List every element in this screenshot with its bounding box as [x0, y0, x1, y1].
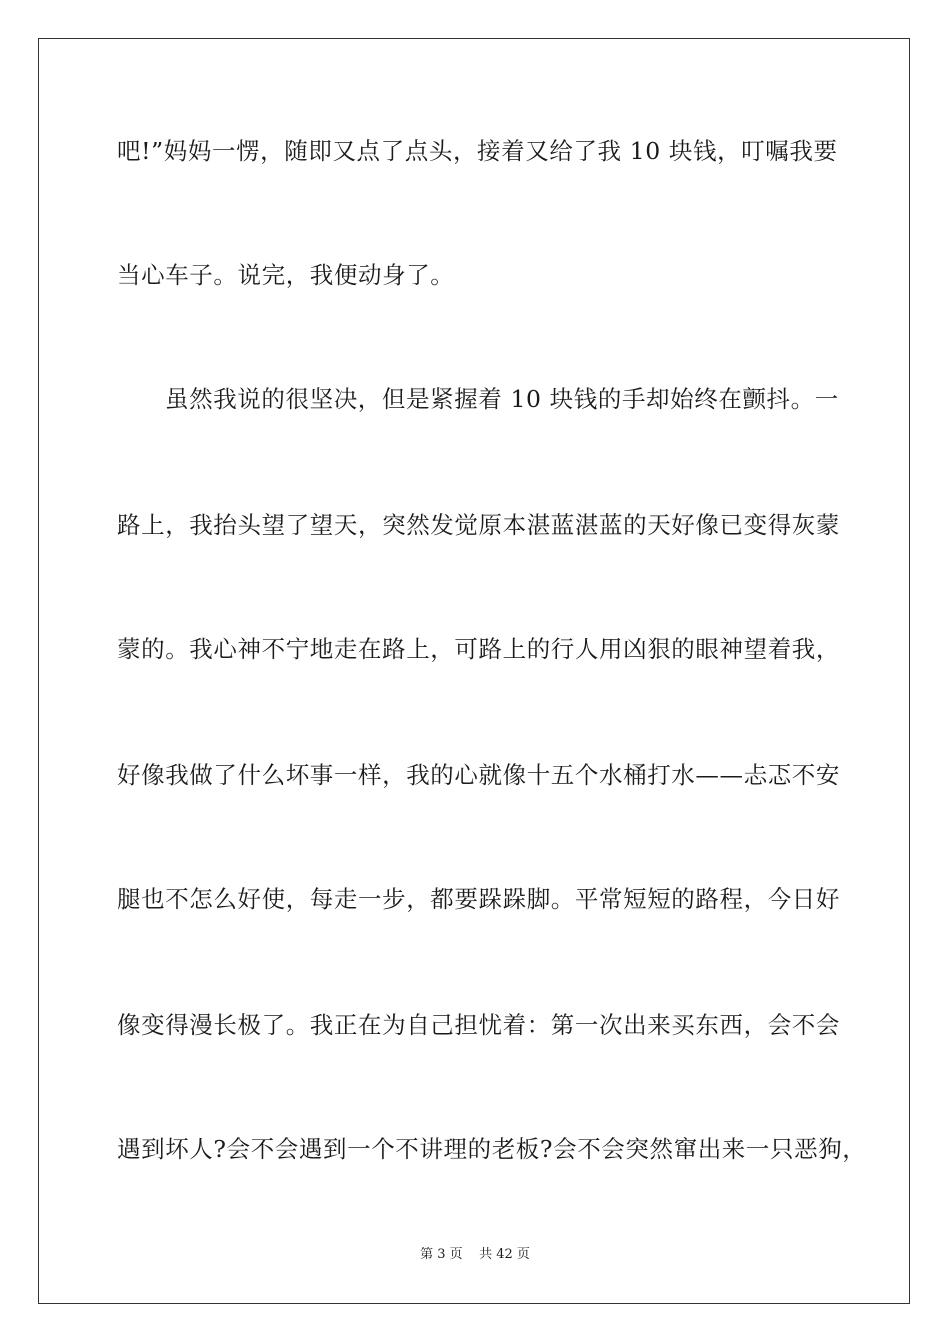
text-line-7: 腿也不怎么好使，每走一步，都要跺跺脚。平常短短的路程，今日好	[117, 885, 840, 913]
page-number-footer: 第 3 页 共 42 页	[420, 1247, 530, 1262]
text-line-1: 吧!”妈妈一愣，随即又点了点头，接着又给了我 10 块钱，叮嘱我要	[117, 137, 838, 165]
text-line-8: 像变得漫长极了。我正在为自己担忧着：第一次出来买东西，会不会	[117, 1011, 840, 1039]
text-line-9: 遇到坏人?会不会遇到一个不讲理的老板?会不会突然窜出来一只恶狗，	[117, 1135, 867, 1163]
text-line-4: 路上，我抬头望了望天，突然发觉原本湛蓝湛蓝的天好像已变得灰蒙	[117, 511, 840, 539]
text-line-6: 好像我做了什么坏事一样，我的心就像十五个水桶打水——忐忑不安	[117, 761, 840, 789]
text-line-5: 蒙的。我心神不宁地走在路上，可路上的行人用凶狠的眼神望着我，	[117, 635, 840, 663]
text-line-2: 当心车子。说完，我便动身了。	[117, 261, 455, 289]
text-line-3: 虽然我说的很坚决，但是紧握着 10 块钱的手却始终在颤抖。一	[165, 385, 839, 413]
page-border	[38, 38, 910, 1304]
